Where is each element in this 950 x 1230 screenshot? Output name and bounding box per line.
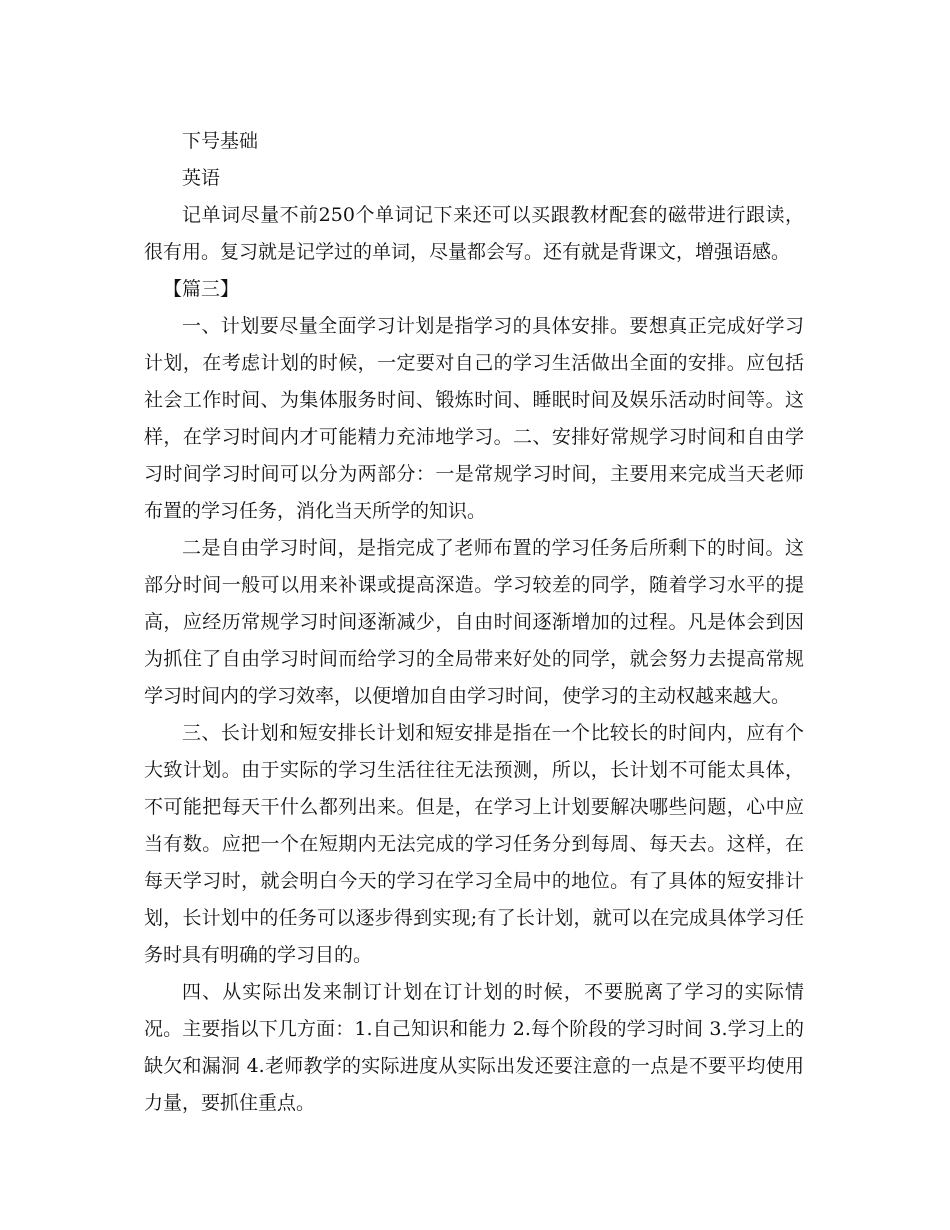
document-body [144, 123, 804, 1122]
paragraph-practical-plan: 四、从实际出发来制订计划在订计划的时候，不要脱离了学习的实际情况。主要指以下几方面：1.自己知识和能力 2.每个阶段的学习时间 3.学习上的缺欠和漏洞 4.老师教学的实际进度从实际出发还要注意的一点是不要平均使用力量，要抓住重点。 [144, 981, 804, 1114]
paragraph-long-short-plan: 三、长计划和短安排长计划和短安排是指在一个比较长的时间内，应有个大致计划。由于实际的学习生活往往无法预测，所以，长计划不可能太具体，不可能把每天干什么都列出来。但是，在学习上计划要解决哪些问题，心中应当有数。应把一个在短期内无法完成的学习任务分到每周、每天去。这样，在每天学习时，就会明白今天的学习在学习全局中的地位。有了具体的短安排计划，长计划中的任务可以逐步得到实现;有了长计划，就可以在完成具体学习任务时具有明确的学习目的。 [144, 722, 804, 966]
section-label-part-three: 【篇三】 [163, 278, 240, 300]
paragraph-vocabulary: 记单词尽量不前250个单词记下来还可以买跟教材配套的磁带进行跟读，很有用。复习就是记学过的单词，尽量都会写。还有就是背课文，增强语感。 [144, 204, 804, 263]
subheading-xiahao-jichu: 下号基础 [182, 130, 259, 152]
subheading-english: 英语 [182, 167, 221, 189]
paragraph-free-study-time: 二是自由学习时间，是指完成了老师布置的学习任务后所剩下的时间。这部分时间一般可以用来补课或提高深造。学习较差的同学，随着学习水平的提高，应经历常规学习时间逐渐减少，自由时间逐渐增加的过程。凡是体会到因为抓住了自由学习时间而给学习的全局带来好处的同学，就会努力去提高常规学习时间内的学习效率，以便增加自由学习时间，使学习的主动权越来越大。 [144, 537, 804, 707]
paragraph-plan-comprehensive: 一、计划要尽量全面学习计划是指学习的具体安排。要想真正完成好学习计划，在考虑计划的时候，一定要对自己的学习生活做出全面的安排。应包括社会工作时间、为集体服务时间、锻炼时间、睡眠时间及娱乐活动时间等。这样，在学习时间内才可能精力充沛地学习。二、安排好常规学习时间和自由学习时间学习时间可以分为两部分：一是常规学习时间，主要用来完成当天老师布置的学习任务，消化当天所学的知识。 [144, 315, 804, 522]
